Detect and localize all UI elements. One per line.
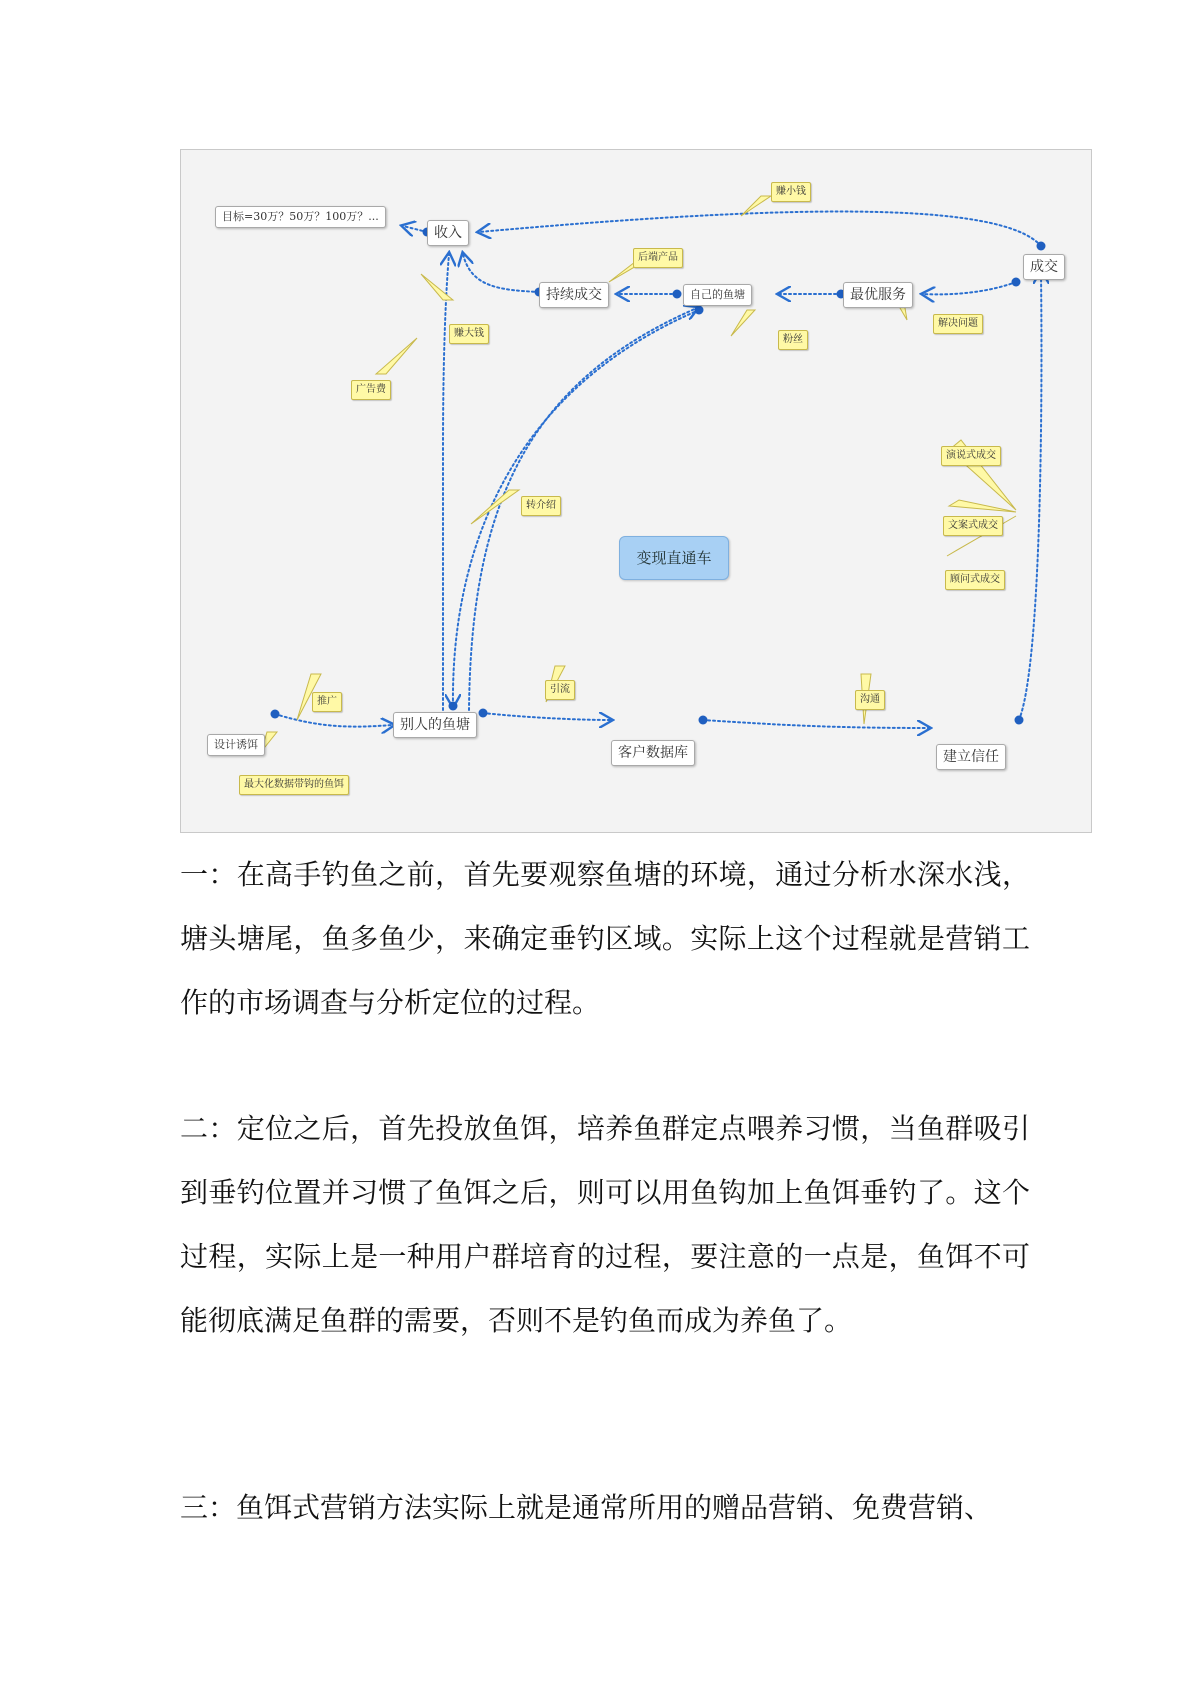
mind-map-figure bbox=[180, 149, 1092, 833]
node-target[interactable]: 目标=30万？50万？100万？... bbox=[215, 206, 386, 228]
callout-consult-deal: 顾问式成交 bbox=[945, 570, 1005, 590]
node-build-trust[interactable]: 建立信任 bbox=[936, 744, 1006, 770]
edge-continuous-to-income bbox=[463, 254, 539, 292]
edge-bait-to-others bbox=[275, 714, 393, 727]
central-node[interactable]: 变现直通车 bbox=[619, 536, 729, 580]
edge-deal-to-service bbox=[923, 282, 1016, 294]
callout-communicate: 沟通 bbox=[855, 690, 885, 710]
callout-solve-problem: 解决问题 bbox=[933, 314, 983, 334]
paragraph-3: 三：鱼饵式营销方法实际上就是通常所用的赠品营销、免费营销、 bbox=[180, 1491, 993, 1524]
callout-traffic: 引流 bbox=[545, 680, 575, 700]
node-continuous-deal[interactable]: 持续成交 bbox=[539, 282, 609, 308]
paragraph-2: 二：定位之后，首先投放鱼饵，培养鱼群定点喂养习惯，当鱼群吸引到垂钓位置并习惯了鱼饵之后，则可以用鱼钩加上鱼饵垂钓了。这个过程，实际上是一种用户群培育的过程，要注意的一点是，鱼饵不可能彻底满足鱼群的需要，否则不是钓鱼而成为养鱼了。 bbox=[180, 1112, 1030, 1337]
node-deal[interactable]: 成交 bbox=[1023, 254, 1065, 280]
callout-backend-product: 后端产品 bbox=[633, 248, 683, 268]
callout-speech-deal: 演说式成交 bbox=[941, 446, 1001, 466]
callout-ad-fee: 广告费 bbox=[351, 380, 391, 400]
edge-others-to-own bbox=[469, 308, 697, 710]
callout-promote: 推广 bbox=[312, 692, 342, 712]
node-design-bait[interactable]: 设计诱饵 bbox=[207, 734, 265, 756]
paragraph-1: 一：在高手钓鱼之前，首先要观察鱼塘的环境，通过分析水深水浅，塘头塘尾，鱼多鱼少，来确定垂钓区域。实际上这个过程就是营销工作的市场调查与分析定位的过程。 bbox=[180, 858, 1030, 1019]
edge-db-to-trust bbox=[703, 720, 929, 728]
edge-others-to-income bbox=[443, 254, 449, 710]
callout-referral: 转介绍 bbox=[521, 496, 561, 516]
node-best-service[interactable]: 最优服务 bbox=[843, 282, 913, 308]
node-own-pond[interactable]: 自己的鱼塘 bbox=[683, 284, 752, 306]
node-customer-db[interactable]: 客户数据库 bbox=[611, 740, 695, 766]
callout-fans: 粉丝 bbox=[778, 330, 808, 350]
node-income[interactable]: 收入 bbox=[427, 220, 469, 246]
edge-trust-to-deal bbox=[1019, 272, 1041, 720]
edge-deal-to-income bbox=[479, 212, 1041, 246]
callout-earn-big: 赚大钱 bbox=[449, 324, 489, 344]
node-others-pond[interactable]: 别人的鱼塘 bbox=[393, 712, 477, 738]
callout-copy-deal: 文案式成交 bbox=[943, 516, 1003, 536]
callout-earn-small: 赚小钱 bbox=[771, 182, 811, 202]
edge-others-to-db bbox=[483, 713, 611, 720]
callout-max-bait: 最大化数据带钩的鱼饵 bbox=[239, 775, 349, 795]
